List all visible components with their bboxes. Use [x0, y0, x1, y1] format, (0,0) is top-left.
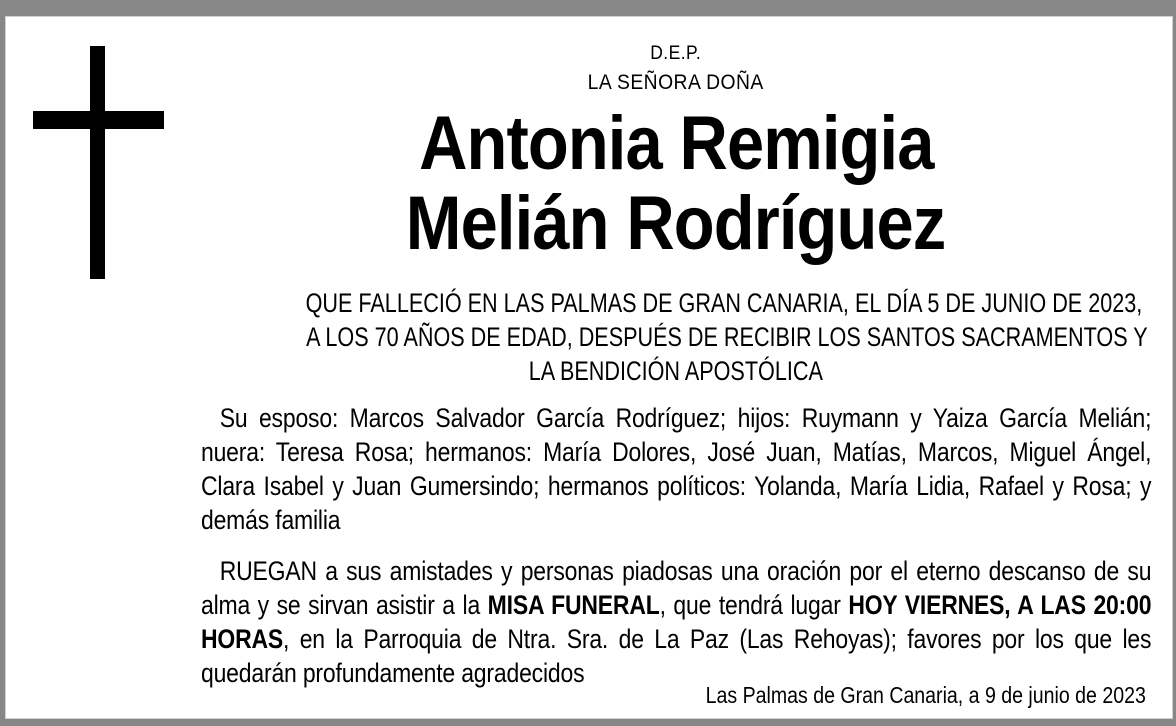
request-funeral-time-bold: HOY VIERNES, A LAS 20:00 HORAS [201, 590, 1152, 654]
death-statement-line2-text: A LOS 70 AÑOS DE EDAD, DESPUÉS DE RECIBIR LOS SANTOS SACRAMENTOS Y [306, 322, 1148, 352]
obituary-card [5, 16, 1173, 719]
death-statement [201, 286, 1151, 388]
request-seg3: , que tendrá lugar [659, 590, 849, 620]
request-misa-funeral-bold: MISA FUNERAL [487, 590, 660, 620]
cross-horizontal-bar [33, 111, 164, 129]
cross-vertical-bar [90, 46, 105, 279]
deceased-name-line2 [201, 181, 1151, 266]
death-statement-line3 [201, 354, 1151, 388]
family-paragraph: Su esposo: Marcos Salvador García Rodríguez; hijos: Ruymann y Yaiza García Melián; nuera: Teresa Rosa; hermanos: María Dolores, José Juan, Matías, Marcos, Miguel Ángel, Clara Isabel y Juan Gumersindo; hermanos políticos: Yolanda, María Lidia, Rafael y Rosa; y demás familia [201, 403, 1152, 535]
request-seg5: , en la Parroquia de Ntra. Sra. de La Paz (Las Rehoyas); favores por los que les quedarán profundamente agradecidos [201, 624, 1152, 688]
dep-abbreviation [201, 43, 1151, 65]
death-statement-line1-text: QUE FALLECIÓ EN LAS PALMAS DE GRAN CANARIA, EL DÍA 5 DE JUNIO DE 2023, [305, 288, 1143, 318]
deceased-name-line1 [201, 101, 1151, 186]
cross-icon [6, 17, 176, 297]
honorific-text: LA SEÑORA DOÑA [587, 71, 765, 94]
deceased-name-line1-text: Antonia Remigia [418, 101, 934, 186]
request-paragraph [201, 554, 1151, 690]
dateline [628, 681, 1146, 709]
death-statement-line2 [201, 320, 1151, 354]
honorific-line [201, 70, 1151, 96]
dateline-text: Las Palmas de Gran Canaria, a 9 de junio de 2023 [705, 682, 1146, 708]
dep-text: D.E.P. [650, 43, 702, 64]
notice-header [201, 43, 1151, 388]
death-statement-line3-text: LA BENDICIÓN APOSTÓLICA [528, 356, 824, 386]
death-statement-line1 [201, 286, 1151, 320]
request-seg1: RUEGAN a sus amistades y personas piadosas una oración por el eterno descanso de su alma y se sirvan asistir a la [201, 556, 1152, 620]
deceased-name-line2-text: Melián Rodríguez [406, 181, 946, 266]
